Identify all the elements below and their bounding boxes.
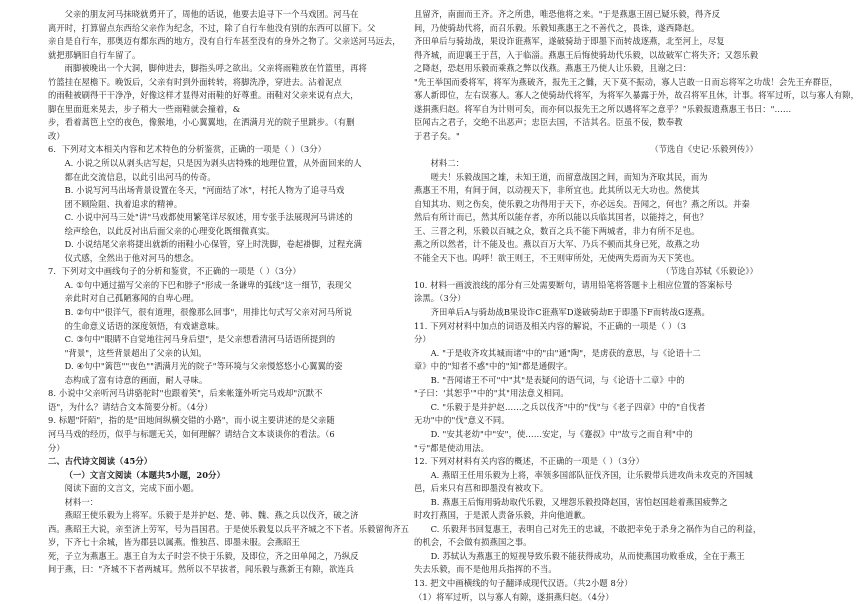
left-column xyxy=(48,8,410,577)
text-line: A. ①句中通过描写父亲的下巴和脖子"形成一条谦卑的弧线"这一细节，表现父 xyxy=(64,279,352,290)
text-line: A. "于是收齐攻其城而诸"中的"由"通"陶"，是虏获的意思，与《论语十二 xyxy=(430,347,701,358)
text-line: 自知其功、则之伤矣，使乐毅之功得用于天下，亦必远矣。吾闻之，何也？燕之所以。并秦 xyxy=(414,198,750,209)
text-line: 8. 小说中父亲听河马讲骆驼时"也跟着笑"，后来帐篷外听完马戏却"沉默不 xyxy=(48,388,323,399)
text-line: 亲此时对自己孤陋寡闻的自卑心理。 xyxy=(64,293,199,304)
text-line: 语"，为什么？请结合文本简要分析。（4分） xyxy=(48,401,213,412)
text-line: D. "安其老幼"中"安"，使……安定，与《蹇叔》中"故亏之而自利"中的 xyxy=(430,428,693,439)
text-line: 11. 下列对材料中加点的词语及相关内容的解说，不正确的一项是（ ）（3 xyxy=(414,320,687,331)
text-line: 岁，下齐七十余城，皆为郡县以属燕。惟独莒、即墨未服。会燕昭王 xyxy=(48,537,300,548)
text-line: 西。燕昭王大说，亲至济上劳军，号为昌国君。于是使乐毅复以兵平齐城之不下者。乐毅留徇齐五 xyxy=(48,523,410,534)
text-line: 王、三晋之利，乐毅以百城之众，数百之兵不能下两城者，非力有所不足也。 xyxy=(414,225,700,236)
text-line: 之降赵，恐赵用乐毅而乘燕之弊以伐燕。燕惠王乃使人让乐毅，且谢之曰： xyxy=(414,63,692,74)
text-line: 于君子矣。" xyxy=(414,130,460,141)
text-line: 邑，后来只有莒和即墨没有被攻下。 xyxy=(414,483,549,494)
text-line: "子曰：'其恕乎'"中的"其"用法意义相同。 xyxy=(414,388,569,399)
text-line: B. "吾闻诸王不可"中"其"是表疑问的语气词，与《论语十二章》中的 xyxy=(430,374,685,385)
text-line: 分） xyxy=(414,334,431,345)
text-line: 嗟夫！乐毅战国之雄，未知王道，而留意战国之间，而知为齐取其民，而为 xyxy=(430,171,708,182)
text-line: 12. 下列对材料有关内容的概述，不正确的一项是（ ）（3分） xyxy=(414,456,645,467)
column-gutter xyxy=(405,0,406,565)
text-line: 雨脚被晚出一个大洞，脚伸进去，脚指头呼之欲出。父亲将雨鞋放在竹篮里，再将 xyxy=(64,63,367,74)
text-line: 竹篮挂在屋檐下。晚饭后，父亲有时到外面转转，将脚洗净，穿进去。沾着泥点 xyxy=(48,76,342,87)
text-line: （节选自《史记·乐毅列传》） xyxy=(650,144,758,155)
text-line: 7．下列对文中画线句子的分析和鉴赏，不正确的一项是（ ）（3分） xyxy=(48,266,301,277)
text-line: 9. 标题"阡陌"，指的是"田地间纵横交错的小路"，而小说主要讲述的是父亲随 xyxy=(48,415,335,426)
text-line: 得齐城，而迎襄王于莒，入于临淄。燕惠王后悔使骑劫代乐毅，以故破军亡将失齐；又怨乐毅 xyxy=(414,49,759,60)
text-line: 都在此交流信息，以此引出河马的传奇。 xyxy=(64,171,216,182)
text-line: 遂捐燕归赵。将军自为计则可矣，而亦何以报先王之所以遇将军之意乎？"乐毅报遗燕惠王书曰："…… xyxy=(414,103,792,114)
text-line: 的机会，不会做有损燕国之事。 xyxy=(414,537,532,548)
text-line: （1）将军过听，以与寡人有隙，遂捐燕归赵。（4分） xyxy=(414,591,614,602)
text-line: 脚在里面逛来晃去，步子稍大一些雨鞋就会撞着，& xyxy=(48,103,241,114)
text-line: 燕昭王使乐毅为上将军。乐毅于是并护赵、楚、韩、魏、燕之兵以伐齐，破之济 xyxy=(64,510,359,521)
text-line: A. 燕昭王任用乐毅为上将，率领多国部队征伐齐国，让乐毅带兵进攻尚未攻克的齐国城 xyxy=(430,469,753,480)
text-line: "背景"，这些背景超出了父亲的认知。 xyxy=(64,347,207,358)
text-line: 分） xyxy=(48,442,65,453)
text-line: 燕惠王不用，有间于间，以动视天下，非所宜也。此其所以无大功也。然使其 xyxy=(414,185,700,196)
text-line: 臣闻古之君子，交绝不出恶声；忠臣去国，不洁其名。臣虽不佞，数奉教 xyxy=(414,117,683,128)
text-line: 步，看着蒿笆上空的夜色，像猴地，小心翼翼地，在洒满月光的院子里跳步。（有删 xyxy=(48,117,355,128)
text-line: 无功"中的"伐"意义不同。 xyxy=(414,415,510,426)
text-line: 材料一： xyxy=(64,496,99,507)
text-line: A. 小说之所以从剥头店写起，只是因为剥头店特殊的地理位置，从外面回来的人 xyxy=(64,158,362,169)
text-line: 10. 材料一画波浪线的部分有三处需要断句，请用铅笔将答题卡上相应位置的答案标号 xyxy=(414,279,733,290)
text-line: D. 小说结尾父亲将捷出就新的雨鞋小心保管，穿上时洗脚，卷起褂脚，过程充满 xyxy=(64,239,363,250)
text-line: 二、古代诗文阅读（45分） xyxy=(48,456,153,467)
text-line: 态构成了富有诗意的画面，耐人寻味。 xyxy=(64,374,208,385)
text-line: "先王举国而委将军，将军为燕破齐，报先王之雠，天下莫不振动，寡人岂敢一日而忘将军之功哉！会先王弃群臣， xyxy=(414,76,838,87)
text-line: 改） xyxy=(48,130,65,141)
text-line: 13. 把文中画横线的句子翻译成现代汉语。（共2小题 8分） xyxy=(414,577,633,588)
text-line: 寡人新即位，左右误寡人。寡人之使骑劫代将军，为将军久暴露于外，故召将军且休，计事。将军过听，以与寡人有隙， xyxy=(414,90,859,101)
right-column xyxy=(414,8,859,604)
text-line: C. ③句中"眼睛不自觉地往河马身后望"，是父亲想看清河马话语所提到的 xyxy=(64,334,336,345)
text-line: 就把那辆旧自行车留了。 xyxy=(48,49,141,60)
text-line: 绘声绘色，以此反衬出后面父亲的心理变化既细微真实。 xyxy=(64,225,275,236)
text-line: D. 苏轼认为燕惠王的短视导致乐毅不能获得成功，从而使燕国功败垂成，全在于燕王 xyxy=(430,550,745,561)
text-line: （节选自苏轼《乐毅论》） xyxy=(661,266,758,277)
text-line: 齐田单后与骑劫战，果设诈诳燕军，遂破骑劫于即墨下而转战逐燕，北至河上，尽复 xyxy=(414,36,725,47)
text-line: B. 燕惠王后悔用骑劫取代乐毅，又埋怨乐毅投降赵国，害怕赵国趁着燕国疲弊之 xyxy=(430,496,728,507)
text-line: 且留齐，南面而王齐。齐之所患，唯恐他将之来。"于是燕惠王固已疑乐毅，得齐反 xyxy=(414,9,721,19)
text-line: 团不顾险阻、执着追求的精神。 xyxy=(64,198,183,209)
text-line: 章》中的"知者不惑"中的"知"都是通假字。 xyxy=(414,361,573,372)
text-line: 材料二： xyxy=(430,158,465,169)
text-line: 间于燕，曰："齐城不下者两城耳。然所以不早拔者，闻乐毅与燕新王有隙，欲连兵 xyxy=(48,564,355,575)
text-line: 的生命意义话语的深度领悟，有戏谑意味。 xyxy=(64,320,225,331)
text-line: 不能全天下也。呜呼！欲王则王，不王则审所处，无使两失焉而为天下笑也。 xyxy=(414,252,700,263)
text-line: 齐田单后A与骑劫战B果设诈C诳燕军D遂破骑劫E于即墨下F而转战G逐燕。 xyxy=(430,307,710,318)
text-line: D. ④句中"篱笆""夜色""洒满月光的院子"等环境与父亲慢悠悠小心翼翼的姿 xyxy=(64,361,343,372)
text-line: 死，子立为燕惠王。惠王自为太子时尝不快于乐毅，及即位，齐之田单闻之，乃纵反 xyxy=(48,550,359,561)
text-line: C. 乐毅拜书回复惠王，表明自己对先王的忠诚，不敢把幸免于杀身之祸作为自己的利益， xyxy=(430,523,762,534)
text-line: C. "乐毅于是并护赵……之兵以伐齐"中的"伐"与《老子四章》中的"自伐者 xyxy=(430,401,706,412)
text-line: 的雨鞋被刷得干干净净，好像这样才显得对雨鞋的好尊重。雨鞋对父亲来说有点大， xyxy=(48,90,359,101)
text-line: 亲自是自行车，那奥迈有都东西的地方，没有自行车甚至没有的身外之物了。父亲送河马远去， xyxy=(48,36,401,47)
text-line: "亏"都是使动用法。 xyxy=(414,442,490,453)
text-line: 仪式感，全然出于他对河马的想念。 xyxy=(64,252,199,263)
text-line: 时攻打燕国，于是派人责备乐毅，并向他道歉。 xyxy=(414,510,591,521)
text-line: （一）文言文阅读（本题共5小题，20分） xyxy=(64,469,225,480)
text-line: B. ②句中"很洋气，很有道理，很像那么回事"，用排比句式写父亲对河马所说 xyxy=(64,307,352,318)
text-line: 然后有所计而已，然其所以能存者，亦所以能以兵临其国者，以能持之，何也？ xyxy=(414,212,708,223)
text-line: 失去乐毅，而不是他用兵指挥的不当。 xyxy=(414,564,557,575)
text-line: 6．下列对文本相关内容和艺术特色的分析鉴赏，正确的一项是（ ）（3分） xyxy=(48,144,327,155)
text-line: 涂黑。（3分） xyxy=(414,293,466,304)
text-line: 父亲的朋友河马抹晓就勇开了，周他的话说，他要去追寻下一个马戏团。河马在 xyxy=(64,9,359,19)
text-line: 阅读下面的文言文，完成下面小题。 xyxy=(64,483,199,494)
text-line: C. 小说中河马三处"讲"马戏都使用繁笔详尽叙述，用专张手法展现河马讲述的 xyxy=(64,212,353,223)
text-line: 离开时，打算留点东西给父亲作为纪念，不过，除了自行车他没有别的东西可以留下。父 xyxy=(48,22,376,33)
text-line: 河马马戏的经历，似乎与标题无关，如何理解？请结合文本谈谈你的看法。（6 xyxy=(48,428,335,439)
text-line: 间，乃使骑劫代将，而召乐毅。乐毅知燕惠王之不善代之，畏诛，遂西降赵。 xyxy=(414,22,700,33)
text-line: B. 小说写河马出场背景设置在冬天，"河面结了冰"，村托人物为了追寻马戏 xyxy=(64,185,345,196)
text-line: 燕之所以然者，计不能及也。燕以百万大军、乃兵不顿而其身已死，故燕之功 xyxy=(414,239,700,250)
